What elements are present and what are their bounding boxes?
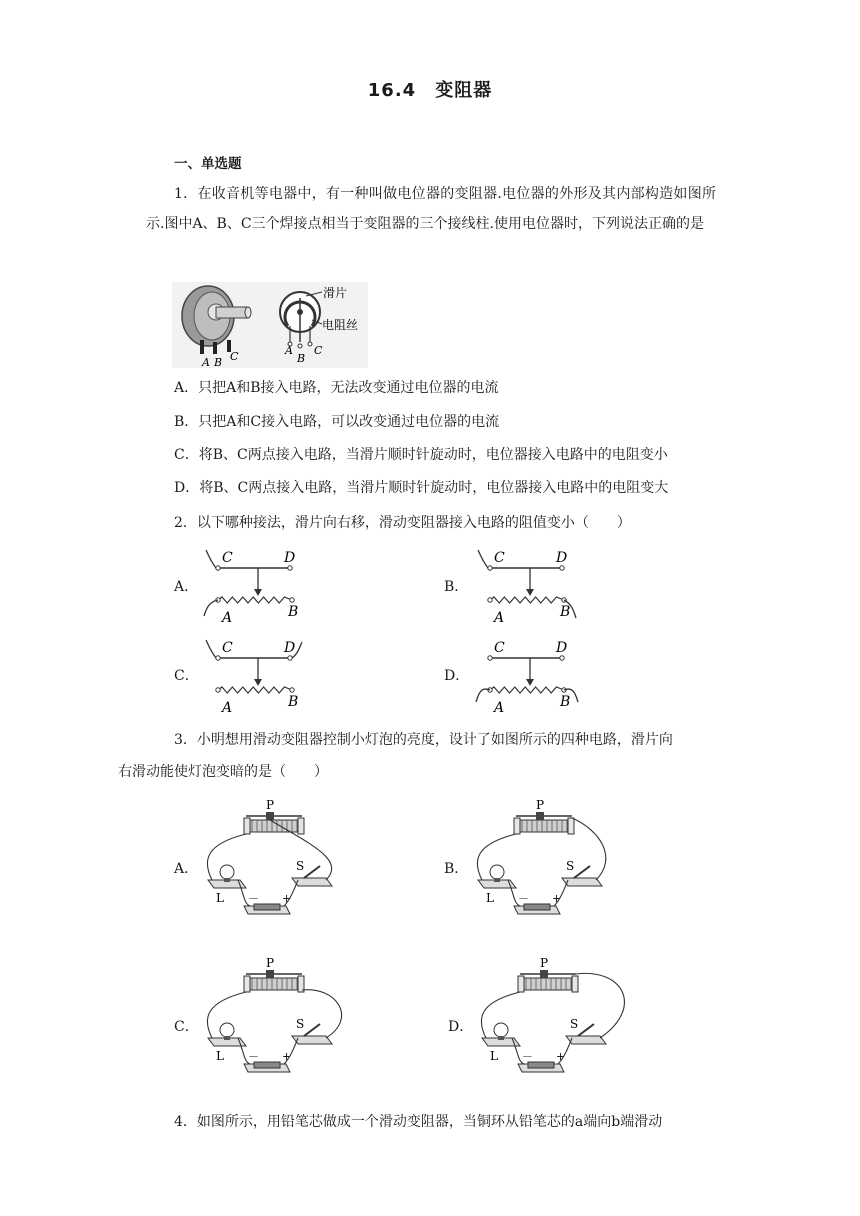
label-d: D — [284, 550, 296, 566]
label-resistance-wire: 电阻丝 — [322, 318, 359, 332]
label-l: L — [216, 891, 224, 905]
q3-circuit-b — [470, 800, 620, 930]
label-minus: － — [248, 1050, 259, 1063]
q3-circuit-d — [474, 958, 634, 1088]
question-3-stem — [118, 724, 716, 788]
q2-rheostat-a — [200, 546, 310, 626]
slider-arrow — [526, 679, 534, 686]
label-l: L — [490, 1049, 498, 1063]
wire-switch-rheo — [576, 973, 624, 1038]
slider-p — [536, 812, 544, 820]
label-p: P — [266, 798, 275, 812]
switch-board — [562, 878, 602, 886]
q1-option-b[interactable]: B．只把A和C接入电路，可以改变通过电位器的电流 — [174, 414, 500, 430]
terminal-b — [290, 688, 294, 692]
resistance-coil — [490, 687, 564, 693]
slider-p — [266, 970, 274, 978]
rheostat-end-left — [244, 976, 250, 992]
terminal-c — [216, 566, 220, 570]
question-4-stem: 4．如图所示，用铅笔芯做成一个滑动变阻器，当铜环从铅笔芯的a端向b端滑动 — [174, 1114, 663, 1130]
switch-board — [292, 1036, 332, 1044]
bulb-base — [224, 878, 230, 882]
terminal-a — [488, 598, 492, 602]
q3-option-a[interactable]: A． — [174, 861, 199, 877]
slider-arrow — [254, 589, 262, 596]
q2-rheostat-d — [472, 636, 582, 716]
label-d: D — [284, 640, 296, 656]
bulb-base — [224, 1036, 230, 1040]
q3-option-c[interactable]: C． — [174, 1019, 199, 1035]
question-2-stem: 2．以下哪种接法，滑片向右移，滑动变阻器接入电路的阻值变小（ ） — [174, 515, 631, 531]
slider-p — [540, 970, 548, 978]
slider-arrow — [526, 589, 534, 596]
label-s: S — [296, 1017, 305, 1031]
label-s: S — [296, 859, 305, 873]
terminal-d — [560, 566, 564, 570]
terminal-d — [288, 656, 292, 660]
label-b: B — [288, 604, 299, 620]
resistance-coil — [218, 687, 292, 693]
rheostat-end-right — [568, 818, 574, 834]
q2-option-b[interactable]: B． — [444, 579, 469, 595]
label-s: S — [570, 1017, 579, 1031]
page-title: 16.4 变阻器 — [367, 80, 493, 101]
label-d: D — [556, 550, 568, 566]
label-minus: － — [522, 1050, 533, 1063]
resistance-coil — [218, 597, 292, 603]
slider-p — [266, 812, 274, 820]
label-c-outer: C — [230, 350, 239, 363]
terminal-c — [488, 566, 492, 570]
label-a: A — [494, 700, 505, 716]
label-a: A — [494, 610, 505, 626]
label-plus: + — [556, 1050, 566, 1063]
switch-lever — [574, 866, 590, 878]
q2-rheostat-c — [200, 636, 310, 716]
label-s: S — [566, 859, 575, 873]
label-c: C — [222, 550, 233, 566]
label-b-outer: B — [214, 356, 223, 369]
q2-option-c[interactable]: C． — [174, 668, 199, 684]
terminal-b — [290, 598, 294, 602]
q1-option-d[interactable]: D．将B、C两点接入电路，当滑片顺时针旋动时，电位器接入电路中的电阻变大 — [174, 480, 669, 496]
bulb — [220, 1023, 234, 1037]
label-b: B — [560, 694, 571, 710]
q2-option-a[interactable]: A． — [174, 579, 199, 595]
label-a: A — [285, 344, 293, 357]
potentiometer-figure — [172, 282, 368, 370]
q2-rheostat-b — [472, 546, 582, 626]
wire-switch-rheo — [572, 818, 606, 880]
label-l: L — [216, 1049, 224, 1063]
label-c: C — [314, 344, 323, 357]
bulb — [494, 1023, 508, 1037]
resistance-coil — [490, 597, 564, 603]
label-c: C — [494, 640, 505, 656]
label-c: C — [494, 550, 505, 566]
q1-option-a[interactable]: A．只把A和B接入电路，无法改变通过电位器的电流 — [174, 380, 499, 396]
wire-a — [204, 600, 218, 616]
section-heading: 一、单选题 — [174, 156, 242, 172]
q1-option-c[interactable]: C．将B、C两点接入电路，当滑片顺时针旋动时，电位器接入电路中的电阻变小 — [174, 447, 668, 463]
label-a: A — [222, 610, 233, 626]
label-p: P — [266, 956, 275, 970]
wire-switch-rheo — [302, 990, 342, 1038]
q3-stem-line1: 3．小明想用滑动变阻器控制小灯泡的亮度，设计了如图所示的四种电路，滑片向 — [174, 732, 673, 748]
label-a: A — [222, 700, 233, 716]
label-b: B — [560, 604, 571, 620]
terminal-d — [288, 566, 292, 570]
label-p: P — [536, 798, 545, 812]
switch-lever — [304, 1024, 320, 1036]
label-minus: － — [518, 892, 529, 905]
rheostat-end-right — [298, 818, 304, 834]
q3-option-b[interactable]: B． — [444, 861, 469, 877]
question-1-stem: 1．在收音机等电器中，有一种叫做电位器的变阻器.电位器的外形及其内部构造如图所示.图中A、B、C三个焊接点相当于变阻器的三个接线柱.使用电位器时，下列说法正确的是 — [146, 186, 716, 232]
q3-circuit-c — [200, 958, 360, 1088]
label-plus: + — [282, 892, 292, 905]
bulb-base — [498, 1036, 504, 1040]
label-minus: － — [248, 892, 259, 905]
q2-option-d[interactable]: D． — [444, 668, 470, 684]
wire-c — [206, 640, 216, 658]
terminal-d — [560, 656, 564, 660]
switch-lever — [578, 1024, 594, 1036]
terminal-c — [216, 656, 220, 660]
label-c: C — [222, 640, 233, 656]
label-b: B — [288, 694, 299, 710]
q3-option-d[interactable]: D． — [448, 1019, 474, 1035]
label-plus: + — [282, 1050, 292, 1063]
bulb — [490, 865, 504, 879]
terminal-a — [216, 688, 220, 692]
q3-circuit-a — [200, 800, 350, 930]
label-a-outer: A — [202, 356, 210, 369]
terminal-c — [488, 656, 492, 660]
label-plus: + — [552, 892, 562, 905]
slider-arrow — [254, 679, 262, 686]
bulb — [220, 865, 234, 879]
rheostat-end-left — [518, 976, 524, 992]
label-l: L — [486, 891, 494, 905]
label-p: P — [540, 956, 549, 970]
label-slider: 滑片 — [323, 286, 348, 300]
rheostat-end-left — [514, 818, 520, 834]
bulb-base — [494, 878, 500, 882]
rheostat-end-right — [572, 976, 578, 992]
switch-lever — [304, 866, 320, 878]
switch-board — [292, 878, 332, 886]
rheostat-end-left — [244, 818, 250, 834]
label-d: D — [556, 640, 568, 656]
q3-stem-line2: 右滑动能使灯泡变暗的是（ ） — [118, 764, 328, 780]
switch-board — [566, 1036, 606, 1044]
wire-c — [206, 550, 216, 568]
label-b: B — [297, 352, 306, 365]
wire-c — [478, 550, 488, 568]
